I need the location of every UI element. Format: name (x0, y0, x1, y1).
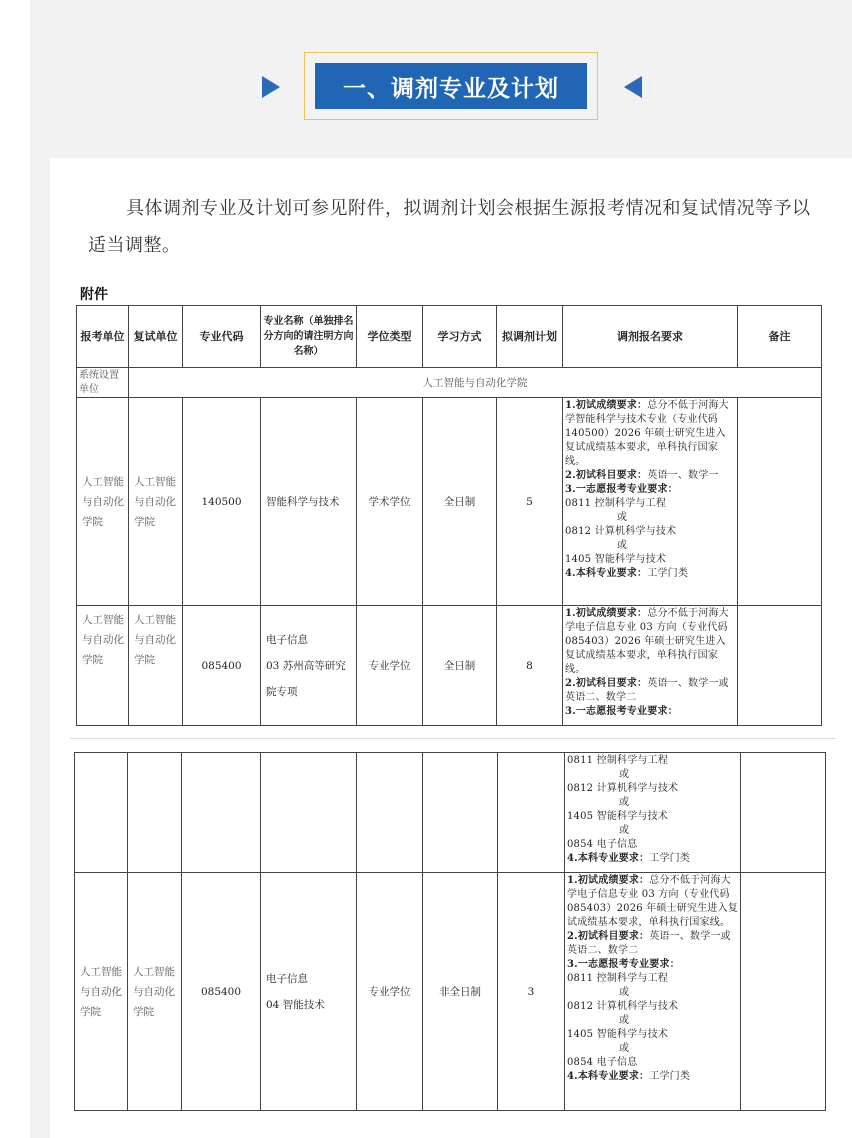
cell-retest-unit: 人工智能与自动化学院 (129, 606, 183, 726)
cell-retest-unit: 人工智能与自动化学院 (129, 398, 183, 606)
header-name: 专业名称（单独排名分方向的请注明方向名称） (261, 306, 357, 368)
cell-name: 智能科学与技术 (261, 398, 357, 606)
header-degree: 学位类型 (357, 306, 423, 368)
cell-retest-unit: 人工智能与自动化学院 (128, 873, 182, 1111)
cell-degree: 学术学位 (357, 398, 423, 606)
header-plan: 拟调剂计划 (497, 306, 563, 368)
cell-name: 电子信息 04 智能技术 (261, 873, 357, 1111)
cell-note (738, 606, 822, 726)
header-note: 备注 (738, 306, 822, 368)
cell-unit: 人工智能与自动化学院 (75, 873, 128, 1111)
cell-mode: 全日制 (423, 398, 497, 606)
system-unit-value: 人工智能与自动化学院 (129, 368, 822, 398)
table-row (77, 398, 822, 606)
intro-paragraph: 具体调剂专业及计划可参见附件，拟调剂计划会根据生源报考情况和复试情况等予以适当调整。 (88, 198, 811, 256)
system-unit-label: 系统设置单位 (77, 368, 129, 398)
header-req: 调剂报名要求 (563, 306, 738, 368)
header-retest-unit: 复试单位 (129, 306, 183, 368)
cell-unit: 人工智能与自动化学院 (77, 606, 129, 726)
cell-degree: 专业学位 (357, 873, 423, 1111)
cell-requirements-continued: 0811 控制科学与工程 或 0812 计算机科学与技术 或 1405 智能科学与技术 或 0854 电子信息 4.本科专业要求：工学门类 (565, 753, 741, 873)
cell-name: 电子信息 03 苏州高等研究院专项 (261, 606, 357, 726)
table-row (77, 606, 822, 726)
triangle-right-icon (262, 76, 280, 98)
page-break-divider (70, 738, 836, 739)
cell-code: 085400 (183, 606, 261, 726)
cell-requirements: 1.初试成绩要求：总分不低于河海大学电子信息专业 03 方向（专业代码 085403）2026 年硕士研究生进入复试成绩基本要求，单科执行国家线。 2.初试科目要求：英语一、数学一或英语二、数学二 3.一志愿报考专业要求： (563, 606, 738, 726)
table-row (75, 873, 826, 1111)
attachment-label: 附件 (80, 287, 108, 303)
cell-code: 085400 (182, 873, 261, 1111)
cell-requirements: 1.初试成绩要求：总分不低于河海大学智能科学与技术专业（专业代码 140500）2026 年硕士研究生进入复试成绩基本要求，单科执行国家线。 2.初试科目要求：英语一、数学一 3.一志愿报考专业要求： 0811 控制科学与工程 或 0812 计算机科学与技术 或 1405 智能科学与技术 4.本科专业要求：工学门类 (563, 398, 738, 606)
cell-mode: 全日制 (423, 606, 497, 726)
cell-plan: 8 (497, 606, 563, 726)
left-margin (0, 0, 30, 1138)
section-title: 一、调剂专业及计划 (315, 63, 587, 109)
plan-table-part1 (76, 305, 822, 726)
header-unit: 报考单位 (77, 306, 129, 368)
triangle-left-icon (624, 76, 642, 98)
cell-mode: 非全日制 (423, 873, 498, 1111)
cell-plan: 3 (498, 873, 565, 1111)
table-row-continued (75, 753, 826, 873)
section-title-frame (304, 52, 598, 120)
plan-table-part2 (74, 752, 826, 1111)
cell-plan: 5 (497, 398, 563, 606)
cell-note (741, 873, 826, 1111)
cell-requirements: 1.初试成绩要求：总分不低于河海大学电子信息专业 03 方向（专业代码 085403）2026 年硕士研究生进入复试成绩基本要求，单科执行国家线。 2.初试科目要求：英语一、数学一或英语二、数学二 3.一志愿报考专业要求： 0811 控制科学与工程 或 0812 计算机科学与技术 或 1405 智能科学与技术 或 0854 电子信息 4.本科专业要求：工学门类 (565, 873, 741, 1111)
header-mode: 学习方式 (423, 306, 497, 368)
cell-degree: 专业学位 (357, 606, 423, 726)
system-unit-row (77, 368, 822, 398)
cell-note (738, 398, 822, 606)
cell-unit: 人工智能与自动化学院 (77, 398, 129, 606)
header-code: 专业代码 (183, 306, 261, 368)
cell-code: 140500 (183, 398, 261, 606)
table-header-row (77, 306, 822, 368)
